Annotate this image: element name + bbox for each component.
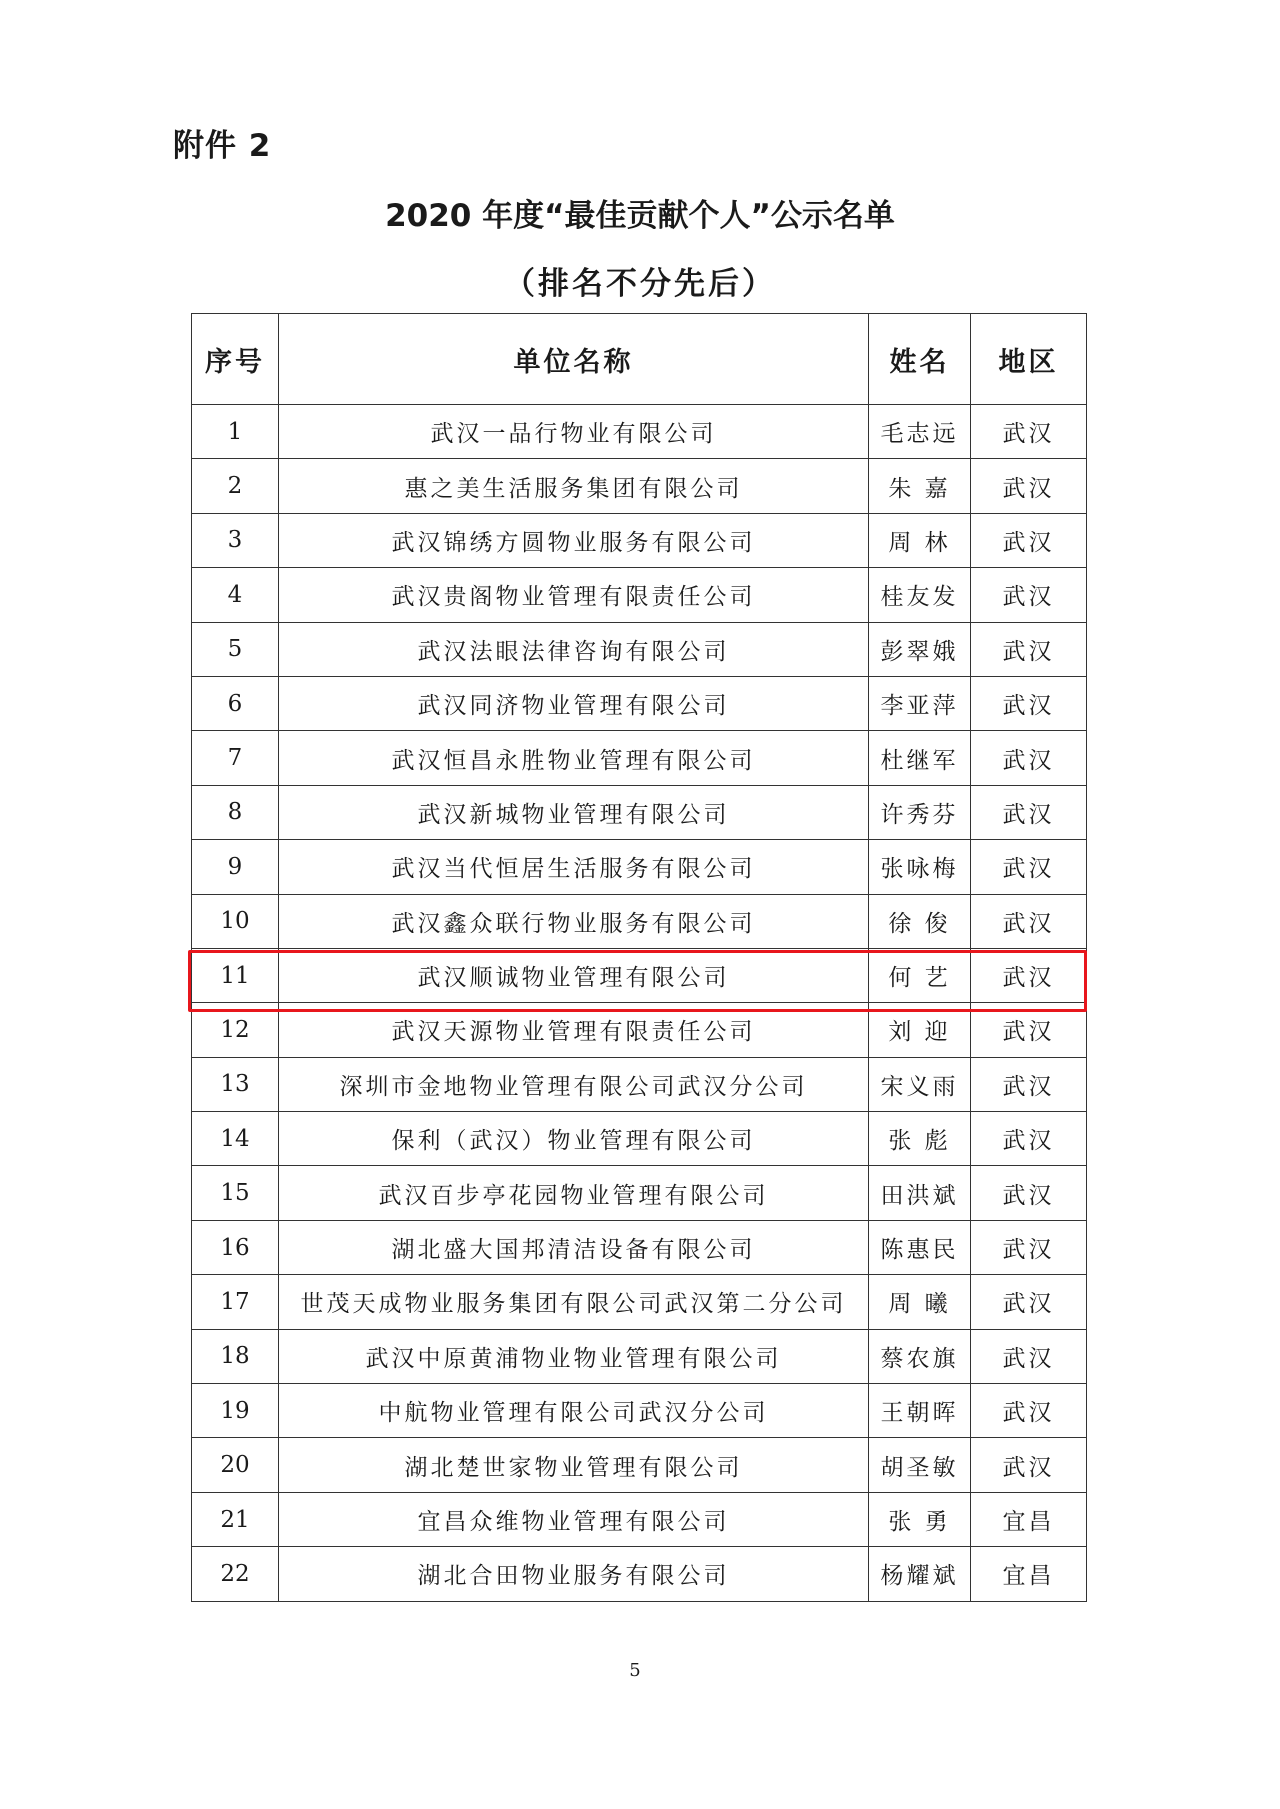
cell-number: 21 [192,1492,279,1546]
cell-unit: 保利（武汉）物业管理有限公司 [279,1112,869,1166]
cell-name: 刘 迎 [869,1003,971,1057]
cell-unit: 武汉当代恒居生活服务有限公司 [279,840,869,894]
cell-name: 杨耀斌 [869,1547,971,1601]
cell-number: 5 [192,622,279,676]
table-row [192,1547,1087,1601]
cell-region: 武汉 [971,459,1087,513]
cell-name: 桂友发 [869,568,971,622]
cell-number: 9 [192,840,279,894]
cell-number: 8 [192,785,279,839]
cell-unit: 湖北合田物业服务有限公司 [279,1547,869,1601]
page-subtitle: （排名不分先后） [504,266,776,302]
table-row [192,622,1087,676]
table-row [192,568,1087,622]
cell-unit: 武汉锦绣方圆物业服务有限公司 [279,513,869,567]
cell-unit: 武汉一品行物业有限公司 [279,405,869,459]
cell-region: 武汉 [971,568,1087,622]
cell-number: 16 [192,1220,279,1274]
cell-name: 宋义雨 [869,1057,971,1111]
cell-name: 王朝晖 [869,1384,971,1438]
cell-region: 武汉 [971,1329,1087,1383]
cell-name: 田洪斌 [869,1166,971,1220]
cell-name: 许秀芬 [869,785,971,839]
cell-region: 武汉 [971,676,1087,730]
table-row [192,731,1087,785]
cell-number: 12 [192,1003,279,1057]
cell-region: 武汉 [971,840,1087,894]
cell-number: 18 [192,1329,279,1383]
cell-name: 杜继军 [869,731,971,785]
cell-region: 武汉 [971,1384,1087,1438]
cell-unit: 湖北盛大国邦清洁设备有限公司 [279,1220,869,1274]
table-row [192,1112,1087,1166]
table-row [192,676,1087,730]
table-row [192,948,1087,1002]
cell-unit: 深圳市金地物业管理有限公司武汉分公司 [279,1057,869,1111]
cell-region: 宜昌 [971,1492,1087,1546]
cell-region: 武汉 [971,1220,1087,1274]
cell-number: 4 [192,568,279,622]
cell-name: 胡圣敏 [869,1438,971,1492]
table-row [192,1492,1087,1546]
cell-unit: 湖北楚世家物业管理有限公司 [279,1438,869,1492]
table-row [192,1438,1087,1492]
cell-number: 7 [192,731,279,785]
table-header-row [192,314,1087,405]
cell-unit: 武汉天源物业管理有限责任公司 [279,1003,869,1057]
cell-region: 武汉 [971,894,1087,948]
column-header-region: 地区 [971,314,1087,405]
cell-name: 毛志远 [869,405,971,459]
cell-region: 武汉 [971,1112,1087,1166]
table-row [192,1003,1087,1057]
cell-region: 武汉 [971,731,1087,785]
cell-number: 22 [192,1547,279,1601]
table-row [192,405,1087,459]
cell-unit: 武汉鑫众联行物业服务有限公司 [279,894,869,948]
cell-unit: 武汉百步亭花园物业管理有限公司 [279,1166,869,1220]
column-header-number: 序号 [192,314,279,405]
cell-region: 武汉 [971,405,1087,459]
cell-number: 6 [192,676,279,730]
cell-region: 武汉 [971,513,1087,567]
page-title: 2020 年度“最佳贡献个人”公示名单 [385,198,895,234]
cell-number: 3 [192,513,279,567]
table-row [192,1329,1087,1383]
cell-number: 20 [192,1438,279,1492]
cell-region: 武汉 [971,1275,1087,1329]
cell-name: 徐 俊 [869,894,971,948]
cell-name: 何 艺 [869,948,971,1002]
cell-number: 13 [192,1057,279,1111]
cell-number: 2 [192,459,279,513]
cell-number: 15 [192,1166,279,1220]
cell-region: 武汉 [971,1438,1087,1492]
cell-region: 宜昌 [971,1547,1087,1601]
table-row [192,1275,1087,1329]
cell-number: 1 [192,405,279,459]
roster-table [191,313,1087,1602]
cell-number: 14 [192,1112,279,1166]
cell-unit: 世茂天成物业服务集团有限公司武汉第二分公司 [279,1275,869,1329]
cell-name: 陈惠民 [869,1220,971,1274]
cell-unit: 武汉恒昌永胜物业管理有限公司 [279,731,869,785]
cell-unit: 武汉顺诚物业管理有限公司 [279,948,869,1002]
cell-region: 武汉 [971,1057,1087,1111]
table-row [192,1220,1087,1274]
cell-unit: 武汉法眼法律咨询有限公司 [279,622,869,676]
cell-name: 张咏梅 [869,840,971,894]
cell-region: 武汉 [971,785,1087,839]
table-row [192,1166,1087,1220]
cell-region: 武汉 [971,1003,1087,1057]
table-body [192,405,1087,1602]
cell-name: 朱 嘉 [869,459,971,513]
cell-name: 李亚萍 [869,676,971,730]
cell-number: 19 [192,1384,279,1438]
cell-name: 周 曦 [869,1275,971,1329]
cell-unit: 中航物业管理有限公司武汉分公司 [279,1384,869,1438]
table-row [192,894,1087,948]
table-row [192,513,1087,567]
cell-region: 武汉 [971,948,1087,1002]
cell-unit: 武汉同济物业管理有限公司 [279,676,869,730]
table-row [192,1384,1087,1438]
cell-unit: 宜昌众维物业管理有限公司 [279,1492,869,1546]
cell-unit: 武汉新城物业管理有限公司 [279,785,869,839]
cell-unit: 武汉中原黄浦物业物业管理有限公司 [279,1329,869,1383]
attachment-label: 附件 2 [173,128,272,164]
cell-name: 周 林 [869,513,971,567]
table-row [192,459,1087,513]
cell-name: 蔡农旗 [869,1329,971,1383]
cell-name: 张 彪 [869,1112,971,1166]
cell-unit: 武汉贵阁物业管理有限责任公司 [279,568,869,622]
table-row [192,785,1087,839]
page-number: 5 [629,1660,641,1681]
cell-name: 张 勇 [869,1492,971,1546]
cell-number: 17 [192,1275,279,1329]
cell-number: 11 [192,948,279,1002]
cell-name: 彭翠娥 [869,622,971,676]
table-row [192,1057,1087,1111]
column-header-unit: 单位名称 [279,314,869,405]
cell-unit: 惠之美生活服务集团有限公司 [279,459,869,513]
cell-region: 武汉 [971,622,1087,676]
column-header-name: 姓名 [869,314,971,405]
cell-region: 武汉 [971,1166,1087,1220]
table-row [192,840,1087,894]
cell-number: 10 [192,894,279,948]
